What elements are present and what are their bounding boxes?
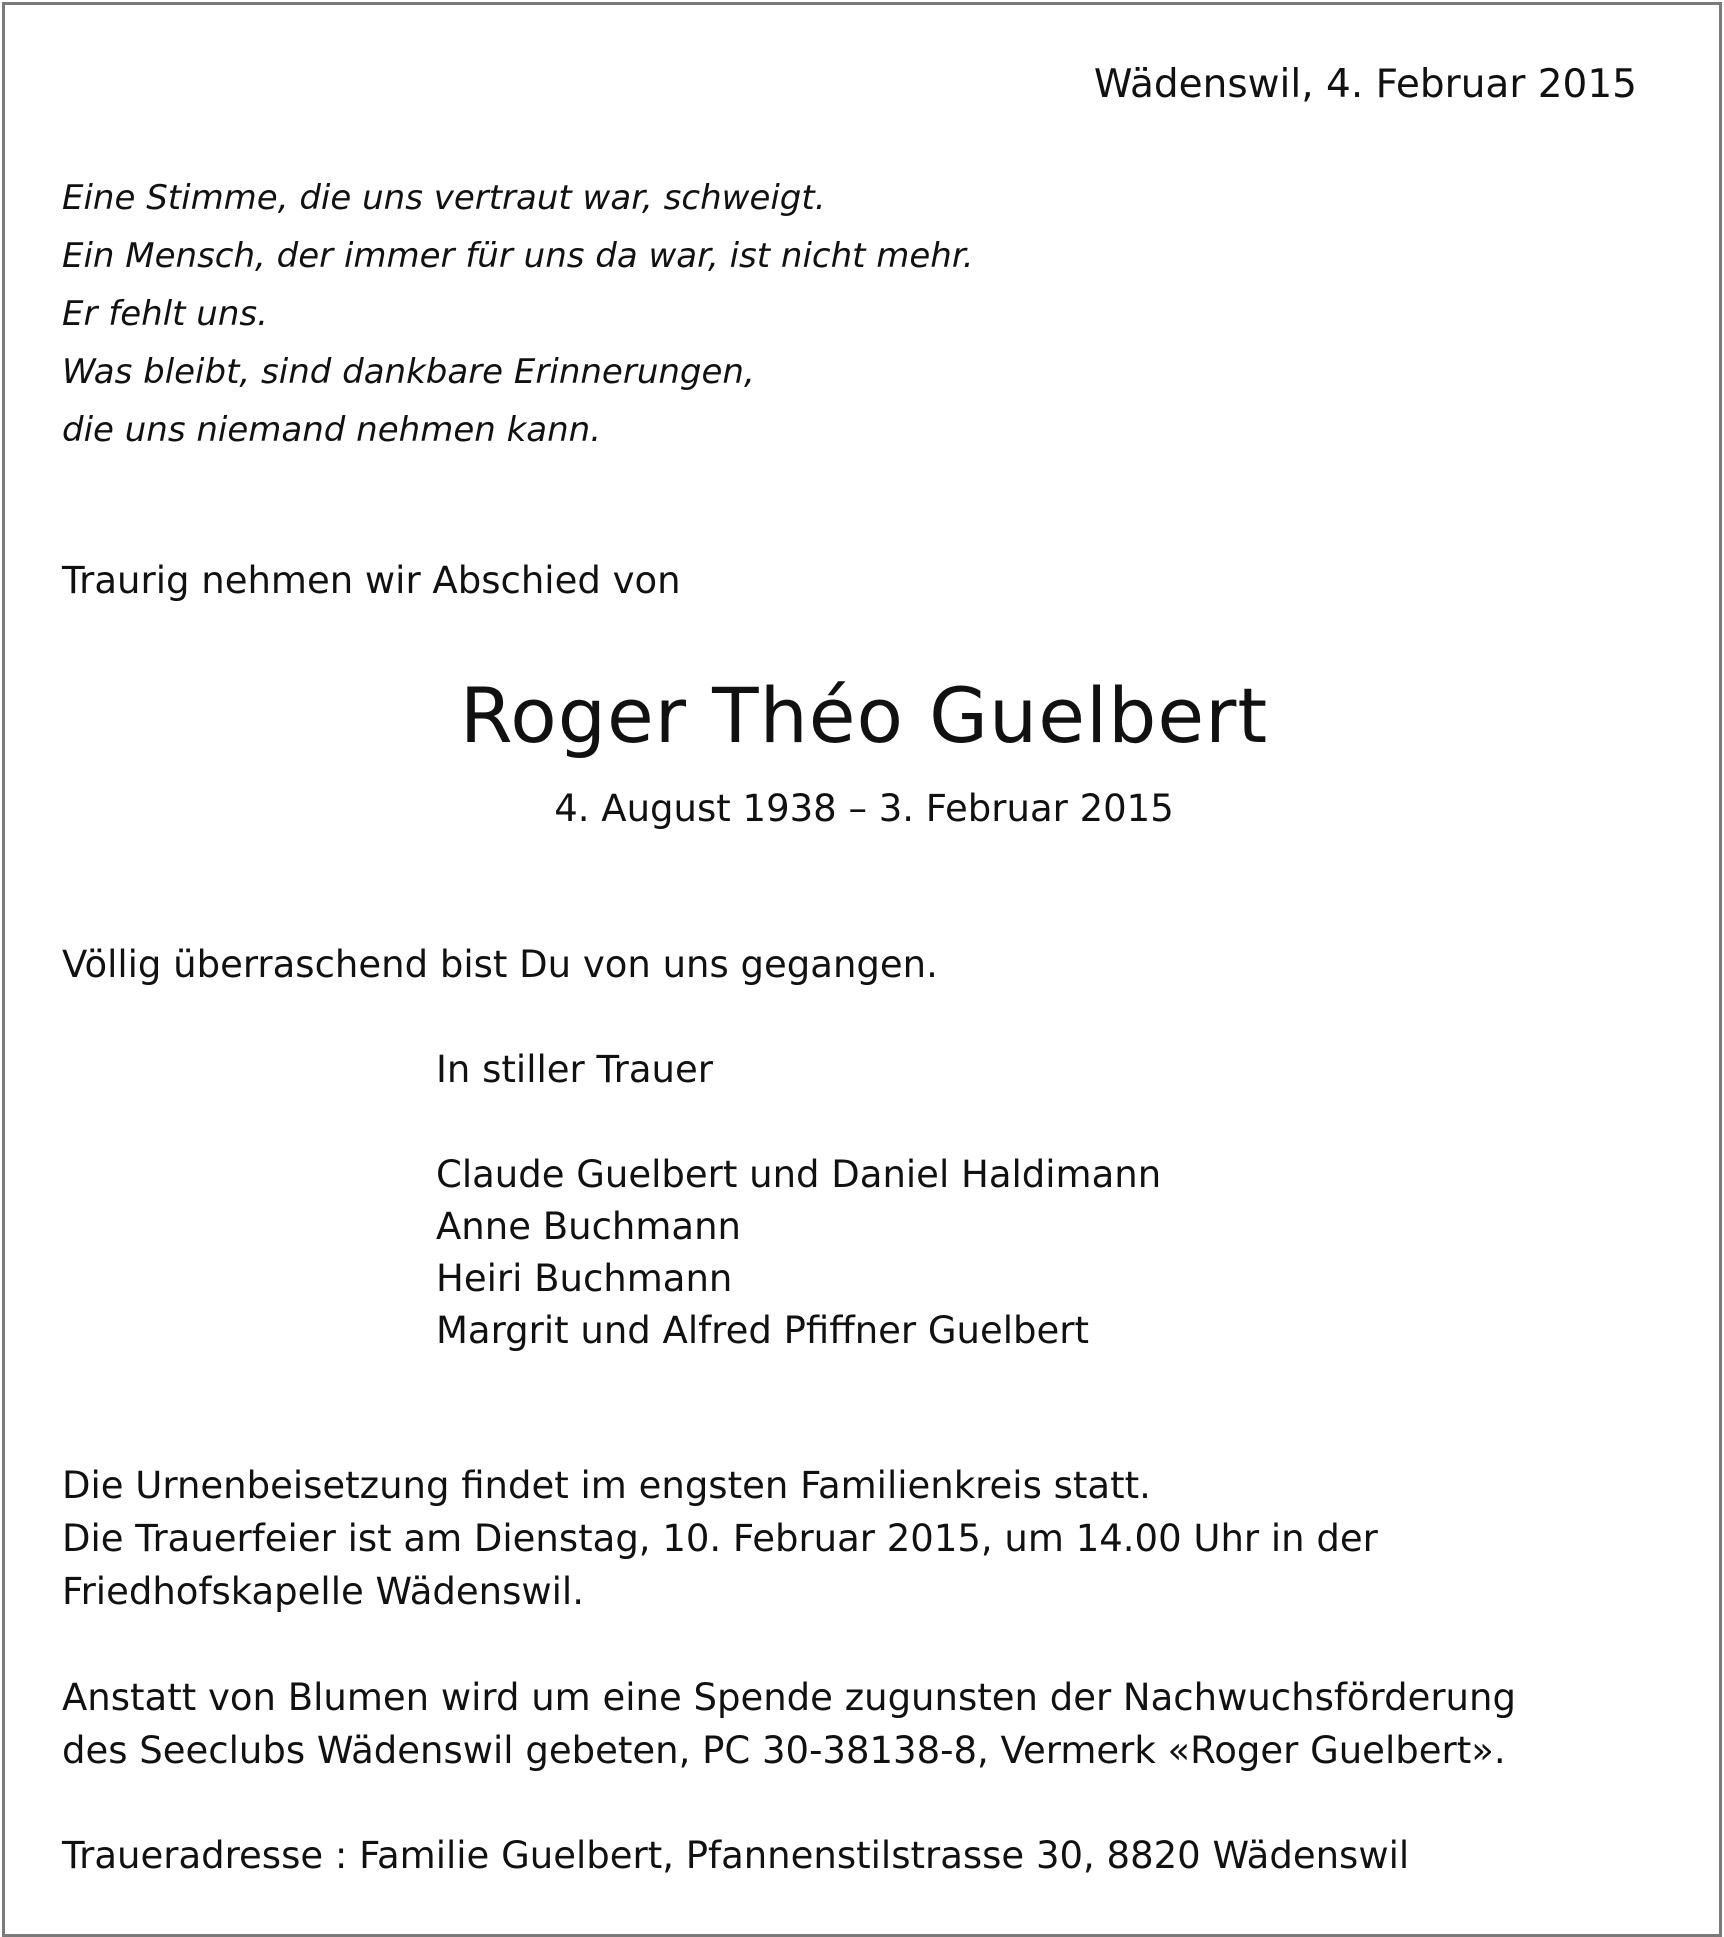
life-dates: 4. August 1938 – 3. Februar 2015 [554,787,1174,830]
ceremony-info [62,1459,1378,1618]
mourner-name: Margrit und Alfred Pfiffner Guelbert [436,1309,1090,1352]
poem-line: Eine Stimme, die uns vertraut war, schweigt. [62,178,826,218]
donation-line: des Seeclubs Wädenswil gebeten, PC 30-38138-8, Vermerk «Roger Guelbert». [62,1729,1506,1772]
obituary-notice [2,2,1722,1937]
mourner-name: Claude Guelbert und Daniel Haldimann [436,1153,1162,1196]
mourner-list [436,1149,1161,1357]
ceremony-line: Die Urnenbeisetzung findet im engsten Familienkreis statt. [62,1464,1151,1507]
closing-line: Völlig überraschend bist Du von uns gegangen. [62,943,938,986]
deceased-name: Roger Théo Guelbert [459,671,1269,760]
poem-line: Was bleibt, sind dankbare Erinnerungen, [62,352,755,392]
mourner-name: Heiri Buchmann [436,1257,733,1300]
place-date: Wädenswil, 4. Februar 2015 [1093,62,1637,107]
poem-line: Er fehlt uns. [62,294,268,334]
poem [62,169,974,459]
ceremony-line: Die Trauerfeier ist am Dienstag, 10. Februar 2015, um 14.00 Uhr in der [62,1517,1378,1560]
ceremony-line: Friedhofskapelle Wädenswil. [62,1570,584,1613]
mourning-heading: In stiller Trauer [436,1048,713,1091]
donation-info [62,1671,1516,1777]
mourning-address [62,1829,1409,1882]
farewell-intro: Traurig nehmen wir Abschied von [62,559,681,602]
donation-line: Anstatt von Blumen wird um eine Spende zugunsten der Nachwuchsförderung [62,1676,1516,1719]
poem-line: die uns niemand nehmen kann. [62,410,602,450]
mourner-name: Anne Buchmann [436,1205,741,1248]
poem-line: Ein Mensch, der immer für uns da war, ist nicht mehr. [62,236,974,276]
address-line: Traueradresse : Familie Guelbert, Pfannenstilstrasse 30, 8820 Wädenswil [62,1834,1410,1877]
